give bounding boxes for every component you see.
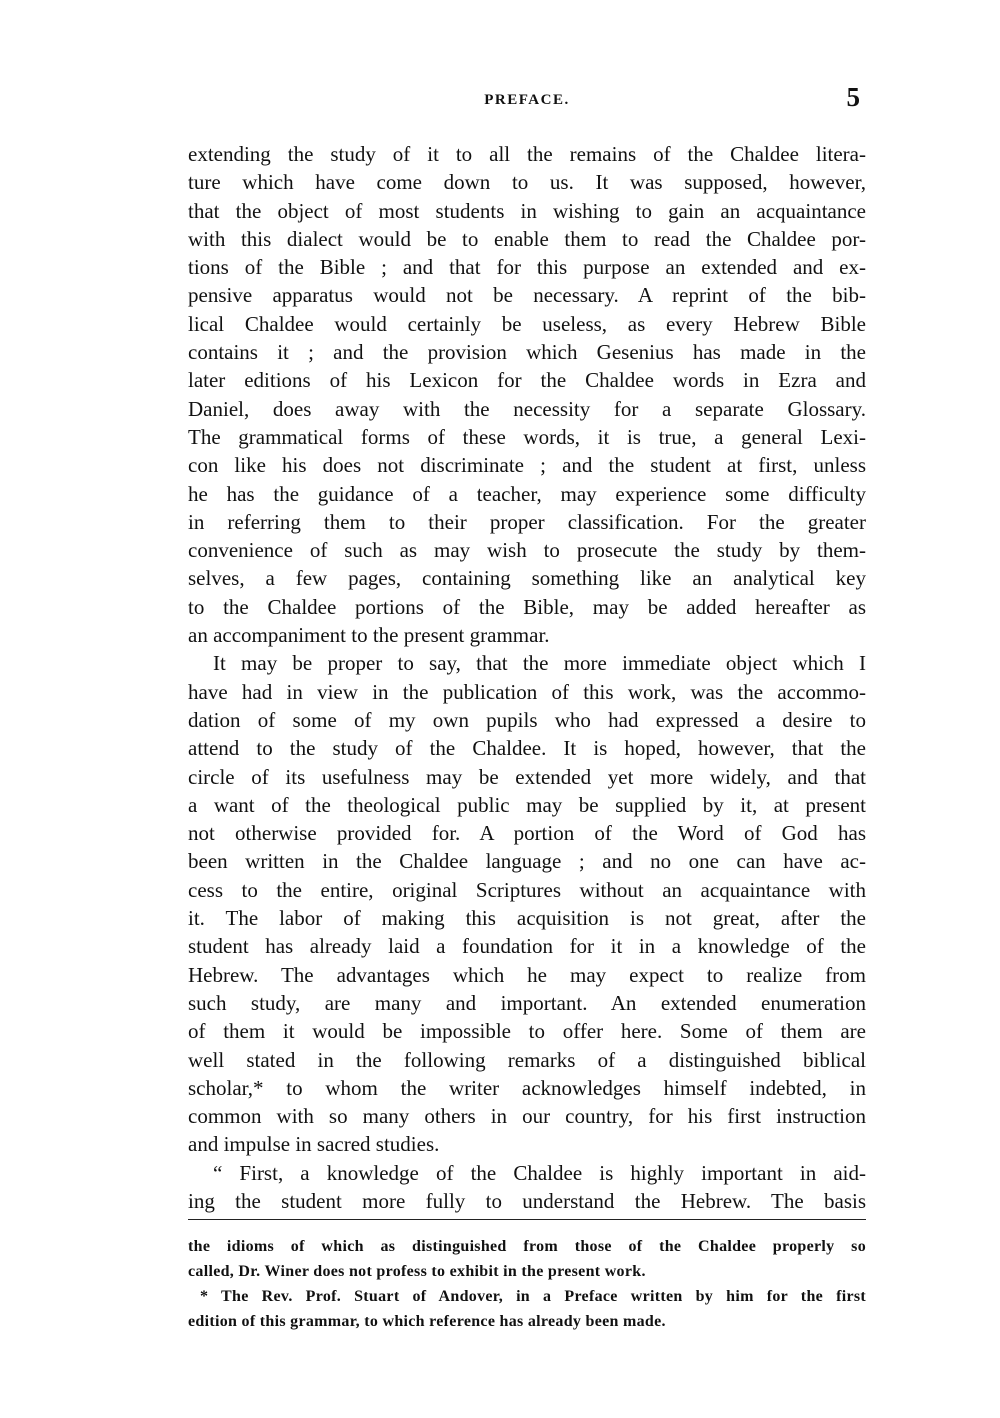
text-line: scholar,* to whom the writer acknowledges himself indebted, in — [188, 1075, 866, 1100]
footnote-line: * The Rev. Prof. Stuart of Andover, in a Preface written by him for the first — [200, 1288, 866, 1305]
text-line: with this dialect would be to enable them to read the Chaldee por- — [188, 226, 866, 251]
footnote-line: called, Dr. Winer does not profess to exhibit in the present work. — [188, 1263, 646, 1280]
text-line: attend to the study of the Chaldee. It is hoped, however, that the — [188, 736, 866, 761]
text-line: a want of the theological public may be supplied by it, at present — [188, 792, 866, 817]
text-line: lical Chaldee would certainly be useless, as every Hebrew Bible — [188, 311, 866, 336]
text-line: such study, are many and important. An extended enumeration — [188, 990, 866, 1015]
text-line: con like his does not discriminate ; and the student at first, unless — [188, 453, 866, 478]
text-line: have had in view in the publication of this work, was the accommo- — [188, 679, 866, 704]
text-line: convenience of such as may wish to prosecute the study by them- — [188, 538, 866, 563]
text-line: that the object of most students in wishing to gain an acquaintance — [188, 198, 866, 223]
text-line: and impulse in sacred studies. — [188, 1132, 440, 1157]
text-line: cess to the entire, original Scriptures without an acquaintance with — [188, 877, 866, 902]
page-header — [188, 82, 866, 116]
text-line: ing the student more fully to understand the Hebrew. The basis — [188, 1188, 866, 1213]
footnote-divider — [188, 1219, 866, 1220]
text-line: of them it would be impossible to offer here. Some of them are — [188, 1019, 866, 1044]
text-line: dation of some of my own pupils who had expressed a desire to — [188, 707, 866, 732]
text-line: “ First, a knowledge of the Chaldee is highly important in aid- — [213, 1160, 866, 1185]
text-line: Hebrew. The advantages which he may expect to realize from — [188, 962, 866, 987]
running-title: PREFACE. — [484, 92, 570, 108]
footnotes — [188, 1234, 866, 1334]
text-line: It may be proper to say, that the more immediate object which I — [213, 651, 866, 676]
text-line: common with so many others in our country, for his first instruction — [188, 1104, 866, 1129]
text-line: pensive apparatus would not be necessary. A reprint of the bib- — [188, 283, 866, 308]
body-text — [188, 140, 866, 1215]
text-line: circle of its usefulness may be extended yet more widely, and that — [188, 764, 866, 789]
text-line: Daniel, does away with the necessity for a separate Glossary. — [188, 396, 866, 421]
text-line: extending the study of it to all the remains of the Chaldee litera- — [188, 142, 866, 166]
text-line: selves, a few pages, containing something like an analytical key — [188, 566, 866, 591]
text-line: in referring them to their proper classification. For the greater — [188, 509, 866, 534]
text-line: tions of the Bible ; and that for this purpose an extended and ex- — [188, 255, 866, 280]
text-line: well stated in the following remarks of a distinguished biblical — [188, 1047, 866, 1072]
text-line: The grammatical forms of these words, it is true, a general Lexi- — [188, 424, 866, 449]
text-line: he has the guidance of a teacher, may experience some difficulty — [188, 481, 866, 506]
text-line: student has already laid a foundation for it in a knowledge of the — [188, 934, 866, 959]
text-line: to the Chaldee portions of the Bible, may be added hereafter as — [188, 594, 866, 619]
text-line: an accompaniment to the present grammar. — [188, 623, 550, 648]
footnote-line: the idioms of which as distinguished from those of the Chaldee properly so — [188, 1238, 866, 1255]
text-line: later editions of his Lexicon for the Chaldee words in Ezra and — [188, 368, 866, 393]
text-line: it. The labor of making this acquisition is not great, after the — [188, 906, 866, 931]
text-line: contains it ; and the provision which Gesenius has made in the — [188, 340, 866, 365]
text-line: not otherwise provided for. A portion of the Word of God has — [188, 821, 866, 846]
page-number: 5 — [846, 82, 860, 112]
text-line: been written in the Chaldee language ; and no one can have ac- — [188, 849, 866, 874]
footnote-line: edition of this grammar, to which reference has already been made. — [188, 1313, 666, 1330]
text-line: ture which have come down to us. It was supposed, however, — [188, 170, 866, 195]
